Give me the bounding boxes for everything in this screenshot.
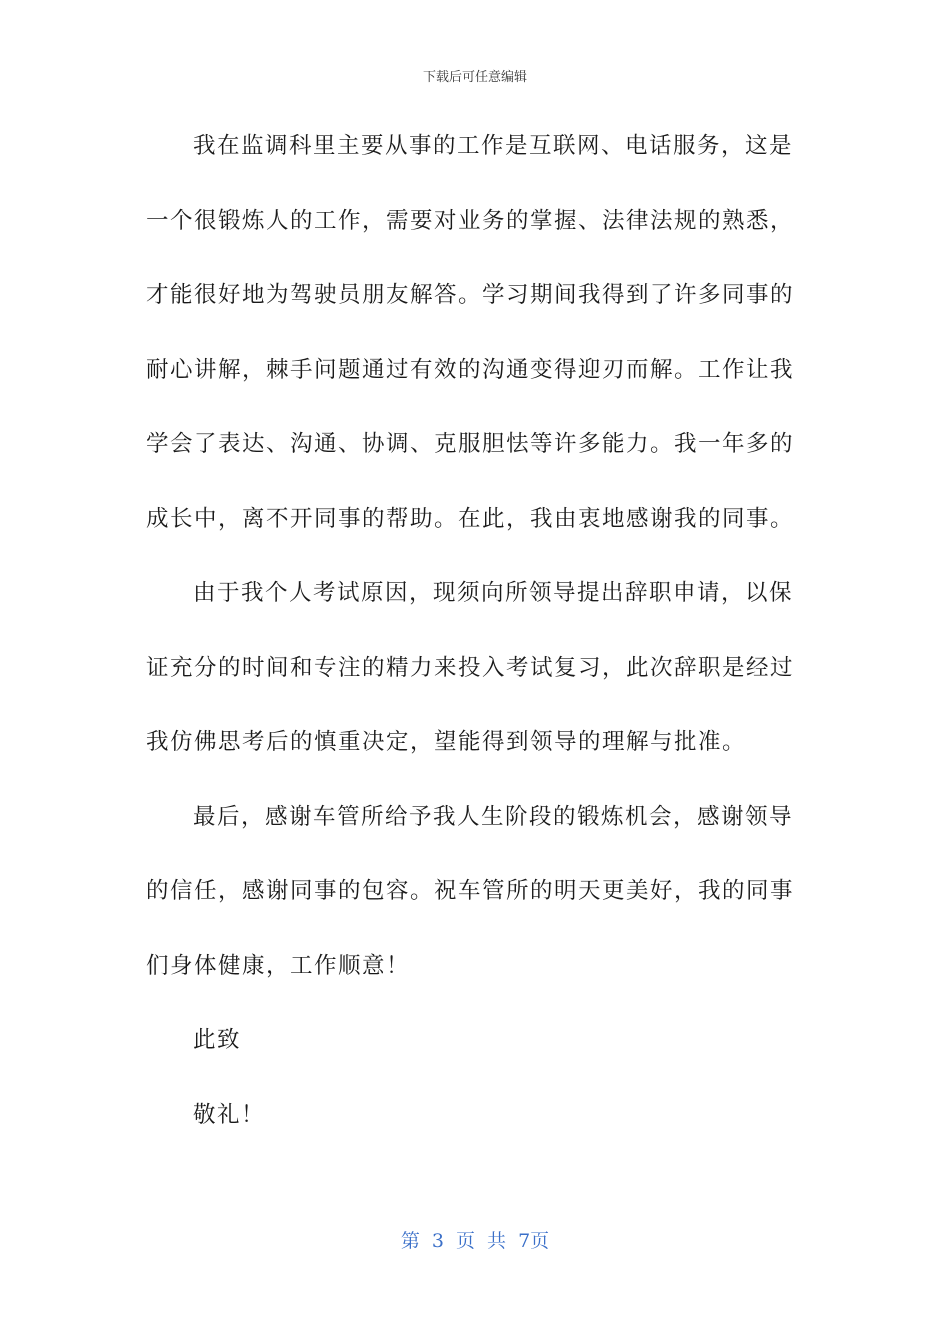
text-line: 最后，感谢车管所给予我人生阶段的锻炼机会，感谢领导 — [193, 803, 794, 830]
paragraph-thanks — [146, 797, 796, 1021]
text-line: 证充分的时间和专注的精力来投入考试复习，此次辞职是经过 — [146, 654, 795, 681]
text-line: 我在监调科里主要从事的工作是互联网、电话服务，这是 — [193, 133, 794, 159]
page-number: 第 3 页 共 7页 — [400, 1230, 550, 1252]
page-header: 下载后可任意编辑 — [422, 70, 527, 85]
paragraph-work-duties — [146, 126, 796, 573]
closing-salutation: 此致 — [193, 1027, 242, 1053]
text-line: 才能很好地为驾驶员朋友解答。学习期间我得到了许多同事的 — [146, 282, 795, 308]
text-line: 一个很锻炼人的工作，需要对业务的掌握、法律法规的熟悉， — [146, 207, 795, 234]
text-line: 由于我个人考试原因，现须向所领导提出辞职申请，以保 — [193, 580, 794, 606]
letter-body — [146, 126, 796, 1169]
closing-regards: 敬礼！ — [193, 1101, 266, 1128]
text-line: 我仿佛思考后的慎重决定，望能得到领导的理解与批准。 — [146, 729, 747, 755]
paragraph-resignation-reason — [146, 573, 796, 797]
text-line: 的信任，感谢同事的包容。祝车管所的明天更美好，我的同事 — [146, 878, 795, 904]
text-line: 们身体健康，工作顺意！ — [146, 952, 411, 979]
text-line: 成长中，离不开同事的帮助。在此，我由衷地感谢我的同事。 — [146, 505, 795, 532]
text-line: 耐心讲解，棘手问题通过有效的沟通变得迎刃而解。工作让我 — [146, 356, 795, 383]
text-line: 学会了表达、沟通、协调、克服胆怯等许多能力。我一年多的 — [146, 431, 795, 457]
